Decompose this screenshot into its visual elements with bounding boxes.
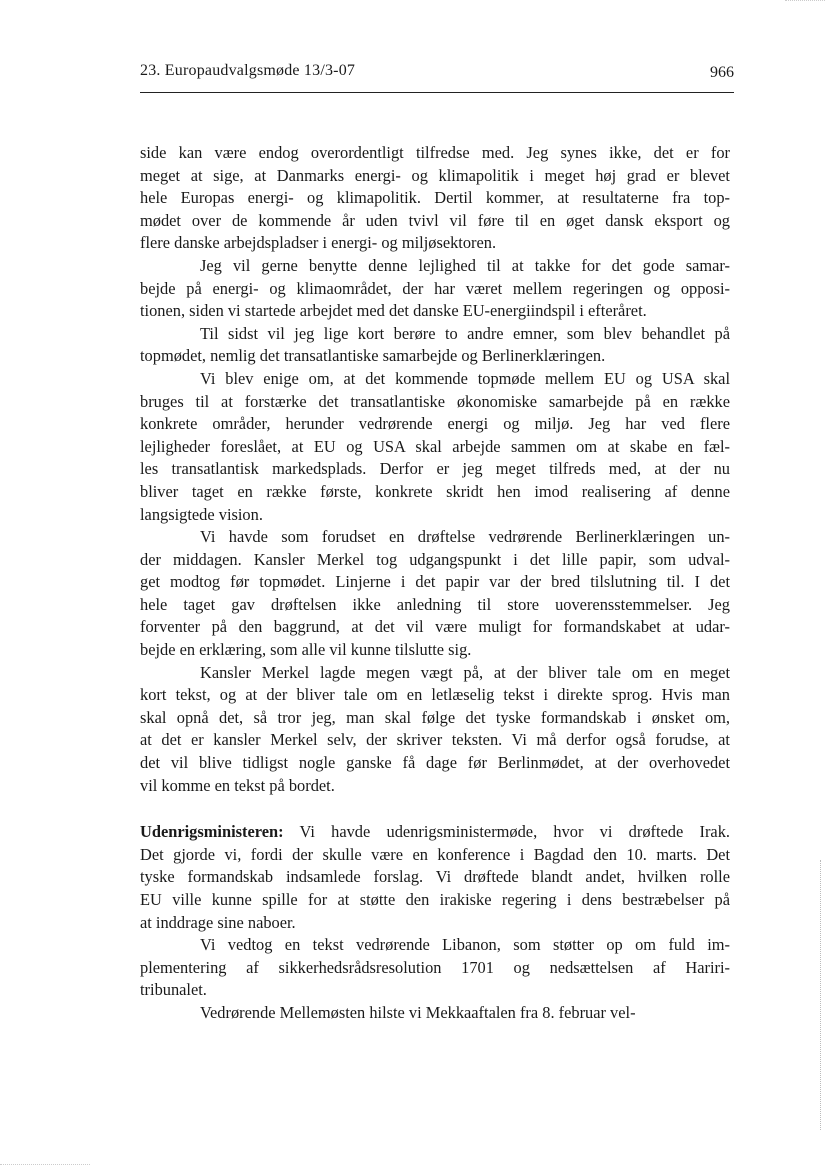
text-line: lejligheder foreslået, at EU og USA skal arbejde sammen om at skabe en fæl- <box>140 436 730 456</box>
body-text <box>140 142 730 1025</box>
text-line: Kansler Merkel lagde megen vægt på, at der bliver tale om en meget <box>200 662 730 682</box>
paragraph-lebanon <box>140 934 730 1002</box>
speech-foreign-minister <box>140 821 730 934</box>
paragraph-berlin-declaration <box>140 526 730 662</box>
text-line: mødet over de kommende år uden tvivl vil føre til en øget dansk eksport og <box>140 210 730 230</box>
text-line: vil komme en tekst på bordet. <box>140 775 335 795</box>
text-line: konkrete områder, herunder vedrørende energi og miljø. Jeg har ved flere <box>140 414 730 434</box>
text-line: tionen, siden vi startede arbejdet med det danske EU-energiindspil i efteråret. <box>140 301 647 321</box>
text-line: at inddrage sine naboer. <box>140 912 296 932</box>
paragraph-other-topics <box>140 323 730 368</box>
section-gap <box>140 797 730 821</box>
text-line: topmødet, nemlig det transatlantiske samarbejde og Berlinerklæringen. <box>140 346 606 366</box>
text-line: der middagen. Kansler Merkel tog udgangspunkt i det lille papir, som udval- <box>140 549 730 569</box>
paragraph-merkel-text <box>140 662 730 798</box>
text-line: meget at sige, at Danmarks energi- og klimapolitik i meget høj grad er blevet <box>140 165 730 185</box>
text-line: Det gjorde vi, fordi der skulle være en konference i Bagdad den 10. marts. Det <box>140 844 730 864</box>
paragraph-eu-usa <box>140 368 730 526</box>
text-line: Til sidst vil jeg lige kort berøre to andre emner, som blev behandlet på <box>200 323 730 343</box>
text-line: les transatlantisk markedsplads. Derfor er jeg meget tilfreds med, at der nu <box>140 459 730 479</box>
text-line: hele Europas energi- og klimapolitik. Dertil kommer, at resultaterne fra top- <box>140 188 730 208</box>
page-header <box>140 62 734 86</box>
text-line: EU ville kunne spille for at støtte den irakiske regering i dens bestræbelser på <box>140 890 730 909</box>
text-line: bruges til at forstærke det transatlantiske økonomiske samarbejde på en række <box>140 391 730 411</box>
scan-edge-mark <box>818 860 821 1130</box>
text-line: Vi vedtog en tekst vedrørende Libanon, som støtter op om fuld im- <box>200 935 730 955</box>
text-line: skal opnå det, så tror jeg, man skal følge det tyske formandskab i ønsket om, <box>140 707 730 727</box>
text-line: get modtog før topmødet. Linjerne i det papir var der bred tilslutning til. I det <box>140 572 730 592</box>
header-rule <box>140 92 734 93</box>
text-line: bliver taget en række første, konkrete skridt hen imod realisering af denne <box>140 481 730 501</box>
text-line: Vi havde som forudset en drøftelse vedrørende Berlinerklæringen un- <box>200 527 730 547</box>
text-line: langsigtede vision. <box>140 504 263 524</box>
text-line: side kan være endog overordentligt tilfredse med. Jeg synes ikke, det er for <box>140 143 730 162</box>
text-line: forventer på den baggrund, at det vil være muligt for formandskabet at udar- <box>140 617 730 637</box>
text-line <box>140 821 730 844</box>
text-line: kort tekst, og at der bliver tale om en letlæselig tekst i direkte sprog. Hvis man <box>140 685 730 705</box>
running-header-title: 23. Europaudvalgsmøde 13/3-07 <box>140 62 356 79</box>
text-line: Vi blev enige om, at det kommende topmøde mellem EU og USA skal <box>200 368 730 388</box>
paragraph-thanks <box>140 255 730 323</box>
text-line: tribunalet. <box>140 980 207 1000</box>
text-line: tyske formandskab indsamlede forslag. Vi drøftede blandt andet, hvilken rolle <box>140 867 730 887</box>
speaker-name: Udenrigsministeren: <box>140 822 284 842</box>
page-number: 966 <box>710 64 734 81</box>
text-line: at det er kansler Merkel selv, der skriver teksten. Vi må derfor også forudse, at <box>140 730 730 750</box>
scan-edge-mark <box>785 0 825 1</box>
text-line: bejde på energi- og klimaområdet, der har været mellem regeringen og opposi- <box>140 278 730 298</box>
text-line: Jeg vil gerne benytte denne lejlighed til at takke for det gode samar- <box>200 255 730 275</box>
paragraph-continuation <box>140 142 730 255</box>
text-line: bejde en erklæring, som alle vil kunne tilslutte sig. <box>140 640 472 660</box>
speech-first-line: Vi havde udenrigsministermøde, hvor vi drøftede Irak. <box>283 822 730 842</box>
text-line: hele taget gav drøftelsen ikke anledning til store uoverensstemmelser. Jeg <box>140 594 730 614</box>
text-line: Vedrørende Mellemøsten hilste vi Mekkaaftalen fra 8. februar vel- <box>200 1002 636 1022</box>
text-line: det vil blive tidligst nogle ganske få dage før Berlinmødet, at der overhovedet <box>140 753 730 773</box>
paragraph-middle-east <box>140 1002 730 1025</box>
scan-edge-mark <box>0 1164 90 1165</box>
text-line: plementering af sikkerhedsrådsresolution 1701 og nedsættelsen af Hariri- <box>140 957 730 977</box>
text-line: flere danske arbejdspladser i energi- og miljøsektoren. <box>140 233 497 253</box>
